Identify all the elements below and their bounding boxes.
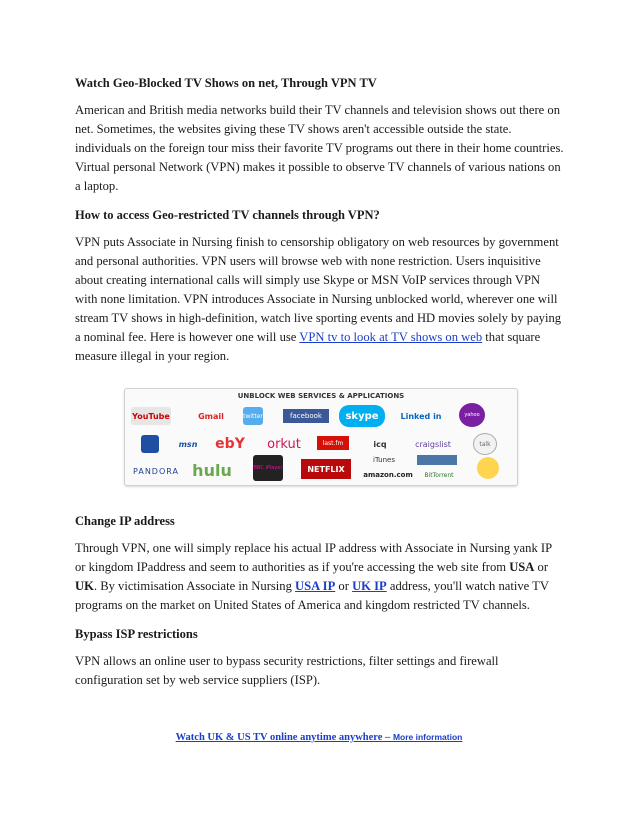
bbc-iplayer-logo: BBC iPlayer — [253, 455, 283, 481]
messenger-icon — [141, 435, 159, 453]
bittorrent-logo: BitTorrent — [424, 471, 454, 479]
pandora-logo: PANDORA — [133, 466, 179, 476]
uk-ip-link[interactable]: UK IP — [352, 579, 387, 593]
craigslist-logo: craigslist — [415, 439, 451, 449]
image-title: UNBLOCK WEB SERVICES & APPLICATIONS — [237, 392, 405, 400]
msn-logo: msn — [178, 439, 198, 449]
heading-how-to-access: How to access Geo-restricted TV channels through VPN? — [75, 208, 380, 222]
heading-watch-geo-blocked: Watch Geo-Blocked TV Shows on net, Through VPN TV — [75, 76, 377, 90]
paragraph-change-ip — [75, 539, 565, 615]
google-talk-logo: talk — [473, 433, 497, 455]
watch-tv-online-link[interactable]: Watch UK & US TV online anytime anywhere – — [175, 732, 393, 743]
gmail-logo: Gmail — [198, 411, 224, 421]
text-segment: Through VPN, one will simply replace his actual IP address with Associate in Nursing yank IP or kingdom IPaddress and seem to authorities as if you're accessing the web site from — [75, 541, 552, 574]
text-segment: or — [534, 560, 549, 574]
icq-logo: icq — [373, 439, 387, 449]
itunes-logo: iTunes — [373, 456, 395, 464]
vkontakte-icon — [417, 455, 457, 465]
heading-bypass-isp: Bypass ISP restrictions — [75, 627, 198, 641]
footer-promo — [0, 732, 638, 743]
vpn-tv-link[interactable]: VPN tv to look at TV shows on web — [299, 330, 483, 344]
text-segment: VPN puts Associate in Nursing finish to censorship obligatory on web resources by government and personal authorities. VPN users will browse web with none restriction. Users inquisitive about creating international calls will simply use Skype or MSN VoIP services through VPN with none limitation. VPN introduces Associate in Nursing unblocked world, wherever one will stream TV shows in high-definition, watch live sporting events and HD movies solely by paying a nominal fee. Here is however one will use — [75, 235, 562, 344]
paragraph-how-to-access — [75, 233, 565, 366]
document-body-continued — [75, 512, 565, 690]
usa-ip-link[interactable]: USA IP — [295, 579, 336, 593]
netflix-logo: NETFLIX — [301, 459, 351, 479]
paragraph-bypass-isp: VPN allows an online user to bypass security restrictions, filter settings and firewall configuration set by web service suppliers (ISP). — [75, 654, 499, 687]
amazon-logo: amazon.com — [363, 471, 413, 479]
unblock-services-image — [124, 388, 518, 486]
text-segment: or — [335, 579, 353, 593]
orkut-logo: orkut — [267, 436, 301, 452]
more-information-link[interactable]: More information — [392, 732, 463, 742]
heading-change-ip: Change IP address — [75, 514, 175, 528]
linkedin-logo: Linked in — [400, 411, 442, 421]
usa-text: USA — [509, 560, 535, 574]
facebook-logo: facebook — [283, 409, 329, 423]
youtube-logo: YouTube — [131, 407, 171, 425]
hulu-logo: hulu — [192, 460, 232, 480]
ebay-logo: ebY — [215, 436, 245, 452]
uk-text: UK — [75, 579, 94, 593]
lastfm-logo: last.fm — [317, 436, 349, 450]
text-segment: that square measure illegal in your region. — [75, 330, 541, 363]
twitter-logo: twitter — [243, 407, 263, 425]
skype-logo: skype — [339, 405, 385, 427]
paragraph-intro: American and British media networks build their TV channels and television shows out there on net. Sometimes, the websites giving these TV shows aren't accessible outside the state. individuals on the foreign tour miss their favorite TV programs out there in their home countries. Virtual personal Network (VPN) makes it possible to observe TV channels of various nations on a laptop. — [75, 103, 564, 193]
text-segment: . By victimisation Associate in Nursing — [93, 579, 296, 593]
wifi-icon — [477, 457, 499, 479]
text-segment: address, you'll watch native TV programs on the market on United States of America and kingdom restricted TV channels. — [75, 579, 549, 612]
document-body — [75, 70, 565, 366]
yahoo-logo: yahoo — [459, 403, 485, 427]
